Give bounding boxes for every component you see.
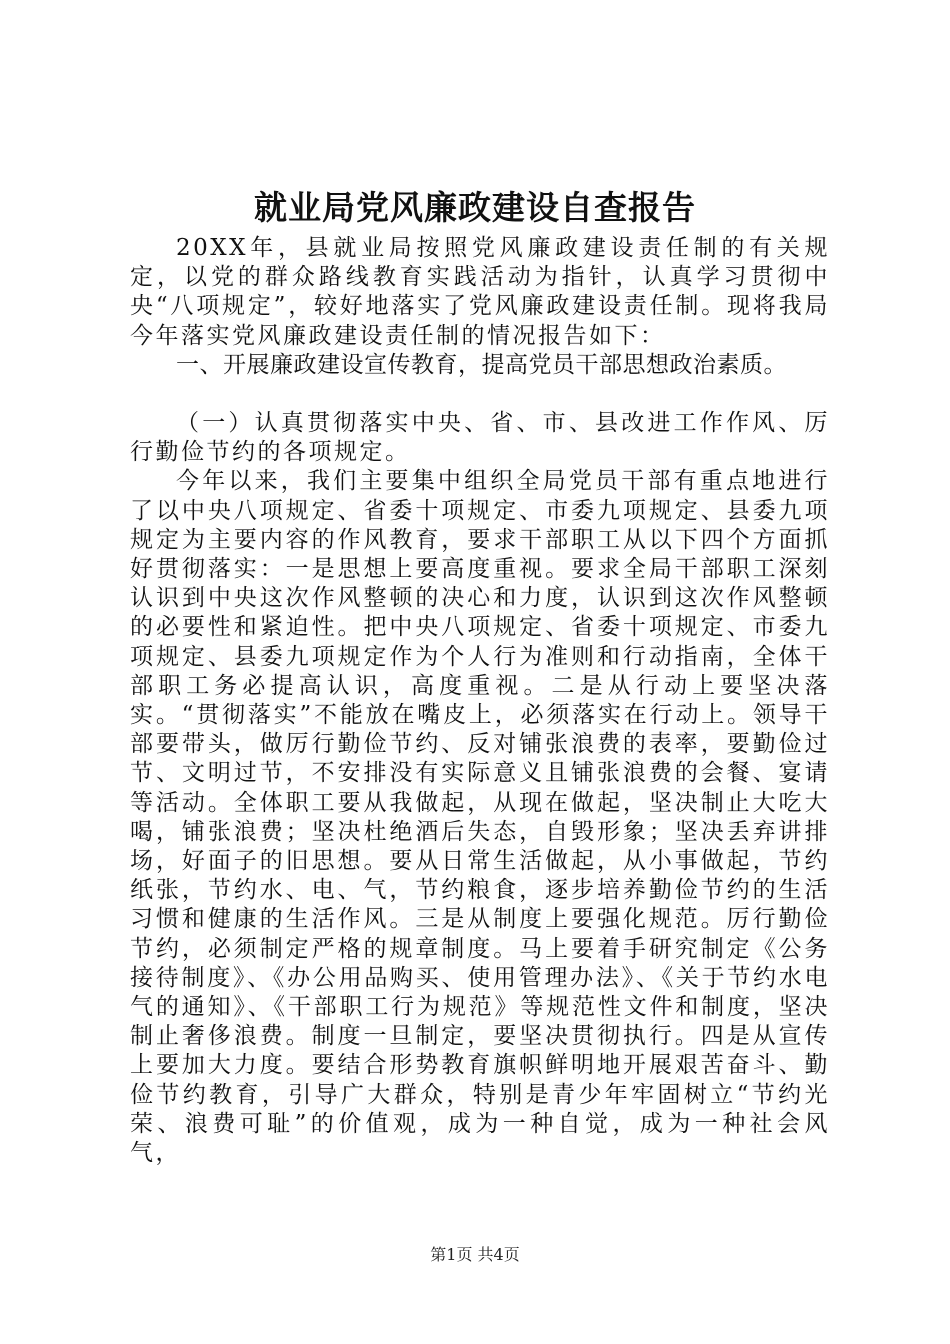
subsection-heading: （一）认真贯彻落实中央、省、市、县改进工作作风、厉行勤俭节约的各项规定。 xyxy=(130,410,830,466)
body-paragraph: 今年以来，我们主要集中组织全局党员干部有重点地进行了以中央八项规定、省委十项规定、市委九项规定、县委九项规定为主要内容的作风教育，要求干部职工从以下四个方面抓好贯彻落实：一是思想上要高度重视。要求全局干部职工深刻认识到中央这次作风整顿的决心和力度，认识到这次作风整顿的必要性和紧迫性。把中央八项规定、省委十项规定、市委九项规定、县委九项规定作为个人行为准则和行动指南，全体干部职工务必提高认识，高度重视。二是从行动上要坚决落实。“贯彻落实”不能放在嘴皮上，必须落实在行动上。领导干部要带头，做厉行勤俭节约、反对铺张浪费的表率，要勤俭过节、文明过节，不安排没有实际意义且铺张浪费的会餐、宴请等活动。全体职工要从我做起，从现在做起，坚决制止大吃大喝，铺张浪费；坚决杜绝酒后失态，自毁形象；坚决丢弃讲排场，好面子的旧思想。要从日常生活做起，从小事做起，节约纸张，节约水、电、气，节约粮食，逐步培养勤俭节约的生活习惯和健康的生活作风。三是从制度上要强化规范。厉行勤俭节约，必须制定严格的规章制度。马上要着手研究制定《公务接待制度》、《办公用品购买、使用管理办法》、《关于节约水电气的通知》、《干部职工行为规范》等规范性文件和制度，坚决制止奢侈浪费。制度一旦制定，要坚决贯彻执行。四是从宣传上要加大力度。要结合形势教育旗帜鲜明地开展艰苦奋斗、勤俭节约教育，引导广大群众，特别是青少年牢固树立“节约光荣、浪费可耻”的价值观，成为一种自觉，成为一种社会风气， xyxy=(130,468,830,1167)
document-title: 就业局党风廉政建设自查报告 xyxy=(254,188,696,227)
document-body xyxy=(130,234,830,1168)
intro-paragraph: 20XX年，县就业局按照党风廉政建设责任制的有关规定，以党的群众路线教育实践活动为指针，认真学习贯彻中央“八项规定”，较好地落实了党风廉政建设责任制。现将我局今年落实党风廉政建设责任制的情况报告如下： xyxy=(130,235,830,349)
section-heading: 一、开展廉政建设宣传教育，提高党员干部思想政治素质。 xyxy=(176,351,787,378)
page-number-footer: 第1页 共4页 xyxy=(430,1245,520,1264)
